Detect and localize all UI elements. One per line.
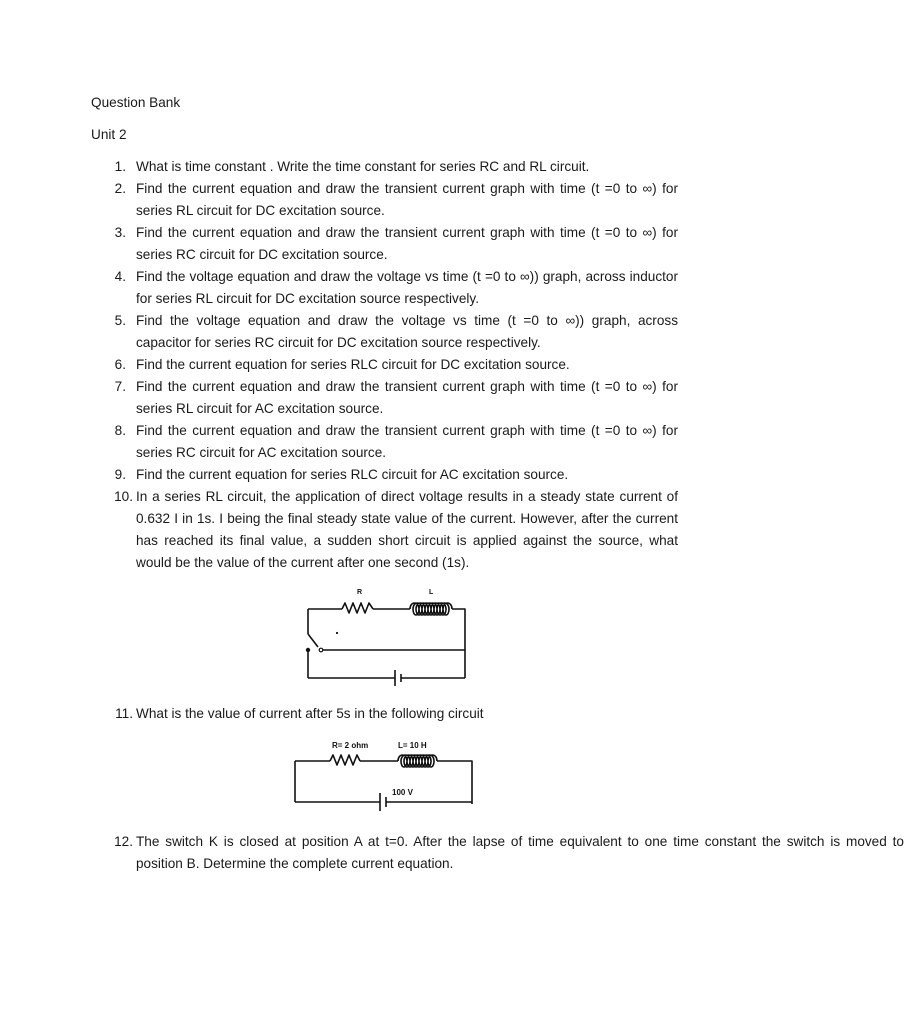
question-text: Find the voltage equation and draw the voltage vs time (t =0 to ∞)) graph, across capacitor for series RC circuit for DC excitation source respectively. [136, 313, 678, 350]
question-number: 1. [114, 159, 126, 174]
switch-blade [308, 634, 318, 647]
question-number: 3. [114, 225, 126, 240]
question-4 [0, 266, 678, 310]
question-text: What is the value of current after 5s in the following circuit [136, 706, 484, 721]
document-title: Question Bank [91, 95, 181, 110]
question-6 [0, 354, 678, 376]
top-wire-right [437, 761, 472, 804]
switch-open-terminal [336, 632, 338, 634]
resistor-symbol [330, 755, 360, 765]
question-number: 6. [114, 357, 126, 372]
inductor-label: L [429, 589, 434, 596]
question-number: 4. [114, 269, 126, 284]
question-2 [0, 178, 678, 222]
inductor-symbol [410, 603, 452, 615]
unit-heading: Unit 2 [91, 127, 127, 142]
question-text: In a series RL circuit, the application of direct voltage results in a steady state current of 0.632 I in 1s. I being the final steady state value of the current. However, after the current has reached its final value, a sudden short circuit is applied against the source, what would be the value of the current after one second (1s). [136, 489, 678, 570]
question-number: 2. [114, 181, 126, 196]
question-text: Find the current equation and draw the transient current graph with time (t =0 to ∞) for series RC circuit for AC excitation source. [136, 423, 678, 460]
question-12 [0, 831, 904, 875]
question-text: Find the current equation and draw the transient current graph with time (t =0 to ∞) for series RL circuit for AC excitation source. [136, 379, 678, 416]
rl-switch-circuit-diagram [300, 584, 472, 692]
question-text: Find the voltage equation and draw the voltage vs time (t =0 to ∞)) graph, across inductor for series RL circuit for DC excitation source respectively. [136, 269, 678, 306]
question-7 [0, 376, 678, 420]
question-text: Find the current equation and draw the transient current graph with time (t =0 to ∞) for series RL circuit for DC excitation source. [136, 181, 678, 218]
question-1 [0, 156, 678, 178]
resistor-label: R [357, 589, 363, 596]
question-number: 10. [114, 489, 133, 504]
question-number: 8. [114, 423, 126, 438]
switch-pivot-terminal [306, 648, 310, 652]
question-text: The switch K is closed at position A at t=0. After the lapse of time equivalent to one time constant the switch is moved to position B. Determine the complete current equation. [136, 834, 904, 871]
question-number: 5. [114, 313, 126, 328]
question-9 [0, 464, 678, 486]
inductor-symbol [398, 755, 437, 767]
question-10 [0, 486, 678, 574]
question-number: 7. [114, 379, 126, 394]
question-number: 12. [114, 834, 133, 849]
source-label: 100 V [392, 788, 413, 797]
question-8 [0, 420, 678, 464]
rl-dc-circuit-diagram [288, 736, 480, 812]
resistor-symbol [342, 603, 373, 613]
question-5 [0, 310, 678, 354]
question-text: Find the current equation for series RLC circuit for DC excitation source. [136, 357, 570, 372]
top-wire-right [452, 609, 465, 678]
question-list [0, 156, 768, 574]
resistor-label: R= 2 ohm [332, 741, 369, 750]
question-3 [0, 222, 678, 266]
question-text: Find the current equation and draw the transient current graph with time (t =0 to ∞) for series RC circuit for DC excitation source. [136, 225, 678, 262]
question-11 [0, 703, 904, 725]
question-text: What is time constant . Write the time constant for series RC and RL circuit. [136, 159, 590, 174]
question-number: 11. [115, 706, 133, 721]
inductor-label: L= 10 H [398, 741, 427, 750]
question-number: 9. [114, 467, 126, 482]
question-text: Find the current equation for series RLC circuit for AC excitation source. [136, 467, 569, 482]
switch-contact-terminal [319, 648, 323, 652]
